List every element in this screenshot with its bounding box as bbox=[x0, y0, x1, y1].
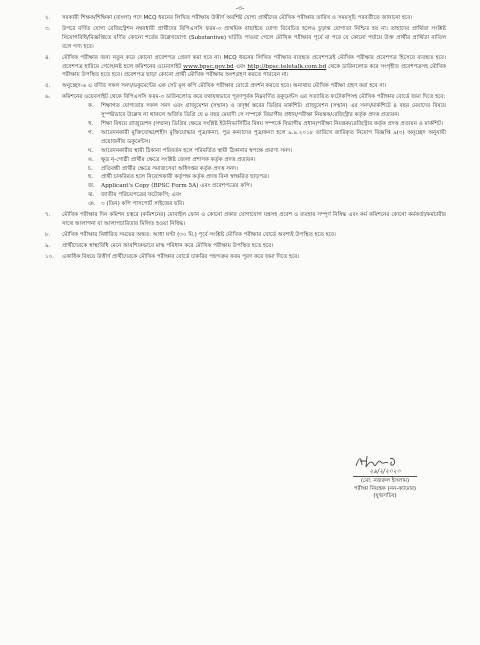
sub-item-letter: খ. bbox=[88, 120, 94, 127]
item-number: ২. bbox=[45, 15, 51, 21]
item-text: সরকারী শিক্ষক/শিক্ষিকা (বাংলা) পদে MCQ ধরনের লিখিত পরীক্ষায় উত্তীর্ণ অবশিষ্ট যোগ্য প্রার্থীদের মৌখিক পরীক্ষার তারিখ ও সময়সূচি পরবর্তীতে জানানো হবে। bbox=[62, 15, 413, 21]
item-number: ৫. bbox=[45, 83, 51, 90]
item-text: কমিশনের ওয়েবসাইট থেকে বিপিএসসি ফরম-৩ ডাউনলোড করে যথাযথভাবে পূরণপূর্বক নিম্নবর্ণিত ডকুমেন্টস এর সত্যায়িত ফটোকপিসহ মৌখিক পরীক্ষার বোর্ডে জমা দিতে হবে: bbox=[62, 94, 446, 101]
list-item bbox=[38, 211, 446, 229]
item-number: ৪. bbox=[45, 54, 51, 61]
sub-list-item bbox=[88, 129, 446, 147]
document-body bbox=[38, 14, 446, 264]
item-text: মৌখিক পরীক্ষার জন্য নতুন করে কোনো প্রবেশপত্র প্রেরণ করা হবে না। MCQ ধরনের লিখিত পরীক্ষার ব্যবহৃত প্রবেশপত্রই মৌখিক পরীক্ষার প্রবেশপত্র হিসেবে ব্যবহৃত হবে। প্রবেশপত্র হারিয়ে গেলে/নষ্ট হলে কমিশনের ওয়েবসাইট bbox=[62, 54, 446, 70]
item-number: ৯. bbox=[45, 242, 51, 249]
page-number: -৩- bbox=[235, 4, 245, 12]
list-item bbox=[38, 93, 446, 209]
sub-item-letter: ক. bbox=[88, 103, 94, 110]
sub-item-letter: ঘ. bbox=[88, 147, 94, 154]
item-text: প্রার্থীদেরকে স্বাস্থ্যবিধি মেনে আবশ্যিকভাবে মাস্ক পরিধান করে মৌখিক পরীক্ষায় উপস্থিত হতে হবে। bbox=[62, 242, 274, 249]
sub-item-letter: চ. bbox=[88, 165, 93, 172]
signatory-designation: পরীক্ষা নিয়ন্ত্রক (নন-ক্যাডার) bbox=[353, 485, 417, 492]
sub-item-text: Applicant's Copy (BPSC Form 5A) এবং প্রবেশপত্রের কপি। bbox=[101, 183, 252, 190]
sub-item-text: ক্ষুদ্র নৃ-গোষ্ঠী প্রার্থীর ক্ষেত্রে সংশ্লিষ্ট জেলা প্রশাসক কর্তৃক প্রদত্ত প্রত্যয়ন। bbox=[101, 156, 256, 163]
sub-item-text: প্রার্থী চাকরিরত হলে নিয়োগকারী কর্তৃপক্ষ কর্তৃক প্রদত্ত বিনা স্বাক্ষরিত ছাড়পত্র। bbox=[101, 174, 270, 181]
signatory-rank: (যুগ্মসচিব) bbox=[373, 493, 397, 500]
sub-item-letter: জ. bbox=[88, 183, 95, 190]
sub-item-text: ৩ (তিন) কপি পাসপোর্ট সাইজের ছবি। bbox=[101, 201, 185, 208]
sub-list-item bbox=[88, 173, 446, 182]
list-item bbox=[38, 82, 446, 91]
item-text: একাধিক বিষয়ে উত্তীর্ণ প্রার্থীদেরকে মৌখিক পরীক্ষার বোর্ডে চাকরির পছন্দক্রম ফরম পূরণ করে জমা দিতে হবে। bbox=[62, 253, 300, 260]
sub-list-item bbox=[88, 147, 446, 156]
signature-divider bbox=[353, 476, 417, 477]
sub-list-item bbox=[88, 200, 446, 209]
sub-item-text: শিক্ষাগত যোগ্যতার সকল সনদ এবং গ্রাজুয়েশন (সম্মান) ও তদূর্ধ্ব স্তরের ডিগ্রির মার্কশিট। গ্রাজুয়েশন (সম্মান) এর সনদ/মার্কশিটে ৪ বছর মেয়াদের বিষয়ে সুস্পষ্টভাবে উল্লেখ না থাকলে অর্জিত ডিগ্রি যে ৪ বছর মেয়াদী সে সম্পর্কে বিভাগীয় প্রধান/পরীক্ষা নিয়ন্ত্রক/রেজিস্ট্রার কর্তৃক প্রদত্ত প্রত্যয়ন। bbox=[101, 103, 446, 119]
item-number: ৭. bbox=[45, 212, 51, 219]
item-text: থেকে ডাউনলোড করে সংগৃহীত প্রবেশপত্রসহ মৌখিক পরীক্ষায় উপস্থিত হতে হবে। প্রবেশপত্র ছাড়া কোনো প্রার্থী মৌখিক পরীক্ষায় অংশগ্রহণ করতে পারবেন না। bbox=[62, 63, 446, 79]
sub-item-text: আবেদনকারীর স্থায়ী ঠিকানা পরিবর্তন হলে পরিবর্তিত স্থায়ী ঠিকানার স্বপক্ষে প্রমাণ্য সনদ। bbox=[101, 147, 293, 154]
item-number: ১০. bbox=[45, 253, 54, 260]
sub-item-letter: ঙ. bbox=[88, 156, 94, 163]
sub-item-letter: গ. bbox=[88, 129, 94, 136]
item-text: মৌখিক পরীক্ষার দিন কমিশন চত্বরে (কমিশনের) মোবাইল ফোন ও কোনো প্রকার যোগাযোগ যন্ত্রসহ প্রবেশ ও ব্যবহার সম্পূর্ণ নিষিদ্ধ এবং কর্ম কমিশনের কোনো কর্মকর্তা/কর্মচারীর সাথে আলাপনা বা আলাপচারিতার মিলিত হওয়া নিষিদ্ধ। bbox=[62, 212, 446, 227]
sub-item-letter: ঞ. bbox=[88, 201, 96, 208]
sub-list-item bbox=[88, 182, 446, 191]
sub-item-letter: ছ. bbox=[88, 174, 94, 181]
item-text: অনুচ্ছেদ-৬ এ বর্ণিত সকল সনদ/ডকুমেন্টের এক সেট মূল কপি মৌখিক পরীক্ষার বোর্ডে প্রদর্শন করতে হবে। অন্যথায় মৌখিক পরীক্ষা গ্রহণ করা হবে না। bbox=[62, 83, 387, 90]
sub-list-item bbox=[88, 165, 446, 174]
item-number: ৩. bbox=[45, 25, 51, 32]
signature-date: ২৯/২/২০২০ bbox=[369, 468, 401, 475]
item-text: মৌখিক পরীক্ষার নির্ধারিত সময়ের অন্তত: আধা ঘণ্টা (৩০ মি.) পূর্বে সংশ্লিষ্ট মৌখিক পরীক্ষার বোর্ডে অবশ্যই উপস্থিত হতে হবে। bbox=[62, 231, 336, 238]
list-item bbox=[38, 253, 446, 262]
list-item bbox=[38, 242, 446, 251]
list-item bbox=[38, 231, 446, 240]
sub-list-item bbox=[88, 156, 446, 165]
item-text: উপরে বর্ণিত যোগ্য রেজিস্ট্রেশন নম্বরধারী প্রার্থীদের বিপিএসসি ফরম-৩ প্রাথমিক বাছাইয়ে যোগ্য বিবেচিত হলেও চূড়ান্ত যোগ্যতা নিশ্চিত হয় না। তাহাদের প্রার্থিতা সংশ্লিষ্ট নিয়োগবিধি/বিজ্ঞপ্তিতে বর্ণিত কোনো শর্তের উল্লেখযোগ্য (Substantive) ঘাটতি পাওয়া গেলে মৌখিক পরীক্ষার পূর্বে বা পরে যে কোনো পর্যায়ে উক্ত প্রার্থীর প্রার্থিতা বাতিল বলে গণ্য হবে। bbox=[62, 25, 446, 50]
item-text: এবং bbox=[233, 63, 248, 70]
sub-item-text: জাতীয় পরিচয়পত্রের ফটোকপি; এবং bbox=[101, 192, 182, 199]
sub-item-letter: ঝ. bbox=[88, 192, 94, 199]
item-number: ৮. bbox=[45, 231, 51, 238]
signature-block bbox=[330, 452, 440, 501]
website-link[interactable]: www.bpsc.gov.bd bbox=[183, 63, 234, 70]
list-item bbox=[38, 54, 446, 81]
list-item bbox=[38, 14, 446, 23]
website-link[interactable]: http://bpsc.teletalk.com.bd bbox=[247, 63, 327, 70]
sub-list-item bbox=[88, 102, 446, 120]
sub-list-item bbox=[88, 191, 446, 200]
signatory-name: (মো: নজরুল ইসলাম) bbox=[360, 477, 410, 484]
list-item bbox=[38, 25, 446, 52]
sub-item-text: শিক্ষা বিষয়ে গ্রাজুয়েশন (সম্মান) ডিগ্রির ক্ষেত্রে সংশ্লিষ্ট ইউনিভার্সিটির বিষয় সম্পর্কে বিভাগীয় প্রধান/পরীক্ষা নিয়ন্ত্রক/রেজিস্ট্রার কর্তৃক প্রদত্ত প্রত্যয়ন ও মার্কশিট। bbox=[101, 120, 443, 127]
sub-list bbox=[88, 102, 446, 209]
sub-item-text: প্রতিবন্ধী প্রার্থীর ক্ষেত্রে সমাজসেবা অধিদপ্তর কর্তৃক প্রদত্ত সনদ। bbox=[101, 165, 239, 172]
sub-item-text: আবেদনকারী মুক্তিযোদ্ধা/শহীদ মুক্তিযোদ্ধার পুত্র/কন্যা, পুত্র কন্যাদের পুত্র/কন্যা হলে ৯.৯.২০১৮ তারিখে জারিকৃত নিয়োগ বিজ্ঞপ্তি ৯(৩) অনুচ্ছেদ অনুযায়ী প্রয়োজনীয় ডকুমেন্টস। bbox=[101, 129, 446, 145]
item-number: ৬. bbox=[45, 94, 51, 101]
sub-list-item bbox=[88, 120, 446, 129]
